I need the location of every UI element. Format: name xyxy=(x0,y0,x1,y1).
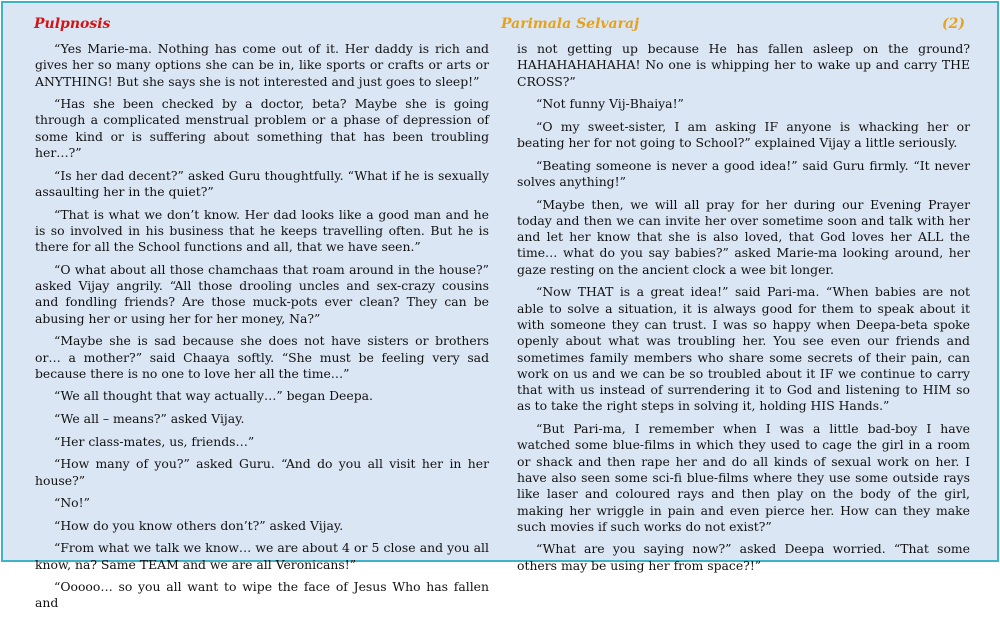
paragraph: “Now THAT is a great idea!” said Pari-ma. “When babies are not able to solve a situation, it is always good for them to speak about it with someone they can trust. I was so happy when Deepa-beta spoke openly about what was troubling her. You see even our friends and sometimes family members who share some secrets of their pain, can work on us and we can be so troubled about it IF we continue to carry that with us instead of surrendering it to God and listening to HIM so as to take the right steps in solving it, holding HIS Hands.” xyxy=(517,284,970,414)
paragraph: “Maybe she is sad because she does not have sisters or brothers or… a mother?” said Chaaya softly. “She must be feeling very sad because there is no one to love her all the time…” xyxy=(35,333,489,381)
paragraph-continuation: is not getting up because He has fallen asleep on the ground? HAHAHAHAHAHA! No one is whipping her to wake up and carry THE CROSS?” xyxy=(517,41,970,89)
paragraph: “How do you know others don’t?” asked Vijay. xyxy=(54,517,344,533)
paragraph: “Her class-mates, us, friends…” xyxy=(54,433,255,449)
paragraph: “How many of you?” asked Guru. “And do you all visit her in her house?” xyxy=(35,456,489,488)
header-author: Parimala Selvaraj xyxy=(501,16,640,32)
paragraph: “No!” xyxy=(54,495,90,511)
paragraph: “We all – means?” asked Vijay. xyxy=(54,411,245,427)
paragraph: “O what about all those chamchaas that roam around in the house?” asked Vijay angrily. “All those drooling uncles and sex-crazy cousins and fondling friends? Are those muck-pots ever clean? They can be abusing her or using her for her money, Na?” xyxy=(35,261,489,326)
paragraph: “Yes Marie-ma. Nothing has come out of it. Her daddy is rich and gives her so many options she can be in, like sports or crafts or arts or ANYTHING! But she says she is not interested and just goes to sleep!” xyxy=(35,41,489,89)
paragraph: “Maybe then, we will all pray for her during our Evening Prayer today and then we can invite her over sometime soon and talk with her and let her know that she is also loved, that God loves her ALL the time… what do you say babies?” asked Marie-ma looking around, her gaze resting on the ancient clock a wee bit longer. xyxy=(517,196,970,277)
paragraph: “That is what we don’t know. Her dad looks like a good man and he is so involved in his business that he keeps travelling often. But he is there for all the School functions and all, that we have seen.” xyxy=(35,206,489,255)
paragraph: “Ooooo… so you all want to wipe the face of Jesus Who has fallen and xyxy=(35,579,489,611)
paragraph: “Is her dad decent?” asked Guru thoughtfully. “What if he is sexually assaulting her in the quiet?” xyxy=(35,167,489,199)
paragraph: “What are you saying now?” asked Deepa worried. “That some others may be using her from space?!” xyxy=(517,541,970,573)
paragraph: “We all thought that way actually…” began Deepa. xyxy=(54,388,373,404)
paragraph: “Has she been checked by a doctor, beta? Maybe she is going through a complicated menstrual problem or a phase of depression of some kind or is suffering about something that has been troubling her…?” xyxy=(35,96,489,161)
paragraph: “Not funny Vij-Bhaiya!” xyxy=(536,96,684,112)
paragraph: “O my sweet-sister, I am asking IF anyone is whacking her or beating her for not going to School?” explained Vijay a little seriously. xyxy=(517,118,970,151)
document-page xyxy=(1,1,999,611)
header-book-title: Pulpnosis xyxy=(34,16,111,32)
paragraph: “From what we talk we know… we are about 4 or 5 close and you all know, na? Same TEAM and we are all Veronicans!” xyxy=(35,540,489,572)
right-text-column xyxy=(517,41,970,580)
header-page-number: (2) xyxy=(942,16,965,32)
left-text-column xyxy=(35,41,489,618)
paragraph: “Beating someone is never a good idea!” said Guru firmly. “It never solves anything!” xyxy=(517,157,970,189)
paragraph: “But Pari-ma, I remember when I was a little bad-boy I have watched some blue-films in which they used to cage the girl in a room or shack and then rape her and do all kinds of sexual work on her. I have also seen some sci-fi blue-films where they use some outside rays like laser and coloured rays and then play on the body of the girl, making her wriggle in pain and even pierce her. How can they make such movies if such works do not exist?” xyxy=(517,421,970,534)
